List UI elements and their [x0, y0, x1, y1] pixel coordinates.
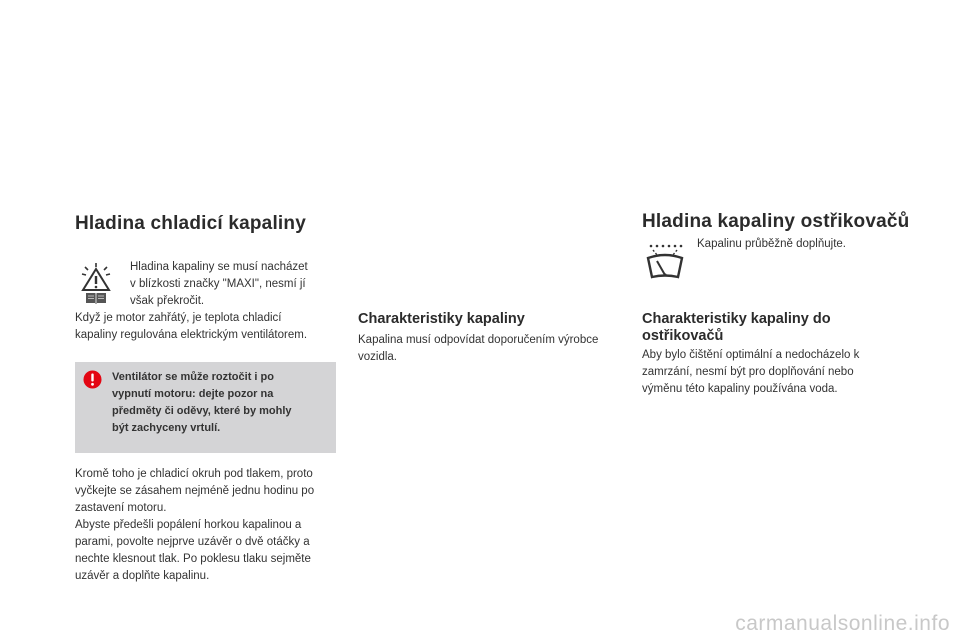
watermark-text: carmanualsonline.info: [735, 612, 950, 635]
washer-specs-title: Charakteristiky kapaliny do ostřikovačů: [642, 311, 831, 344]
coolant-title: Hladina chladicí kapaliny: [75, 213, 306, 234]
coolant-specs-title: Charakteristiky kapaliny: [358, 311, 525, 327]
washer-title: Hladina kapaliny ostřikovačů: [642, 211, 910, 232]
fan-warning-text: Ventilátor se může roztočit i po vypnutí motoru: dejte pozor na předměty či oděvy, které by mohly být zachyceny vrtulí.: [112, 371, 292, 434]
coolant-specs-text: Kapalina musí odpovídat doporučením výrobce vozidla.: [358, 334, 599, 363]
windscreen-washer-icon: [645, 243, 685, 281]
washer-text: Kapalinu průběžně doplňujte.: [697, 238, 846, 250]
coolant-level-warning-icon: [80, 262, 112, 304]
coolant-pressure-text: Kromě toho je chladicí okruh pod tlakem, proto vyčkejte se zásahem nejméně jednu hodinu po zastavení motoru. Abyste předešli popálení horkou kapalinou a parami, povolte nejprve uzávěr o dvě otáčky a nechte klesnout tlak. Po poklesu tlaku sejměte uzávěr a doplňte kapalinu.: [75, 468, 315, 582]
washer-specs-text: Aby bylo čištění optimální a nedocházelo k zamrzání, nesmí být pro doplňování nebo výměnu této kapaliny používána voda.: [642, 349, 860, 395]
coolant-intro-text: Hladina kapaliny se musí nacházet v blízkosti značky "MAXI", nesmí jí však překročit.: [130, 261, 308, 307]
coolant-hot-engine-text: Když je motor zahřátý, je teplota chladicí kapaliny regulována elektrickým ventilátorem.: [75, 312, 308, 341]
exclamation-icon: [83, 370, 102, 389]
fan-warning-box: [75, 362, 336, 453]
